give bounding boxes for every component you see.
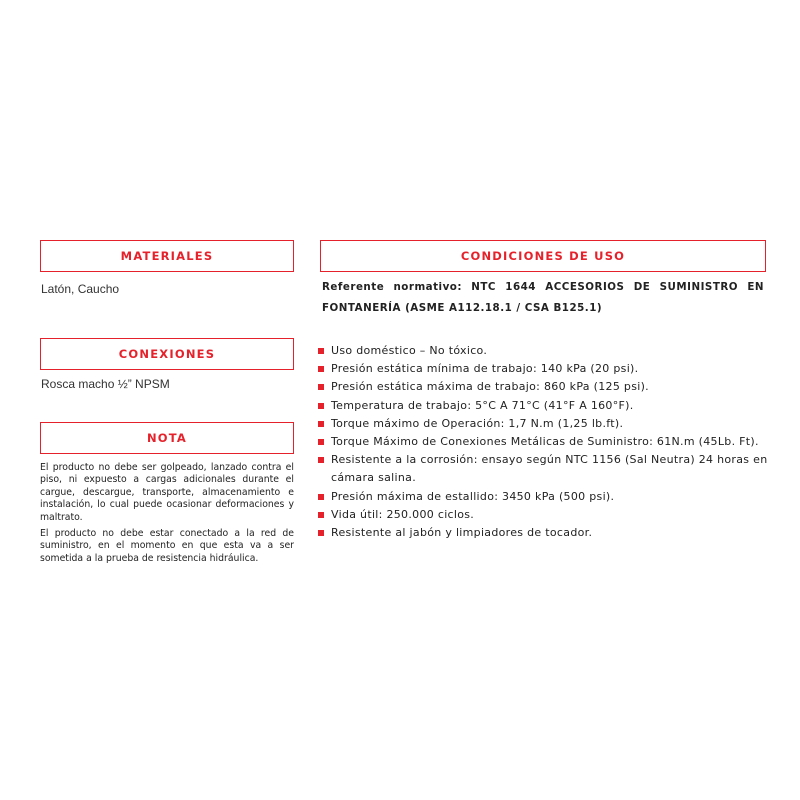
- referente-normativo: Referente normativo: NTC 1644 ACCESORIOS DE SUMINISTRO EN FONTANERÍA (ASME A112.18.1 / CSA B125.1): [322, 281, 764, 314]
- bullet-square-icon: [318, 439, 324, 445]
- bullet-square-icon: [318, 512, 324, 518]
- bullet-square-icon: [318, 494, 324, 500]
- bullet-square-icon: [318, 348, 324, 354]
- bullet-square-icon: [318, 403, 324, 409]
- list-item: Torque máximo de Operación: 1,7 N.m (1,25 lb.ft).: [318, 415, 768, 433]
- materiales-header: [40, 240, 294, 272]
- condiciones-header: [320, 240, 766, 272]
- bullet-square-icon: [318, 457, 324, 463]
- nota-paragraph-1: El producto no debe ser golpeado, lanzado contra el piso, ni expuesto a cargas adicionales durante el cargue, descargue, transporte, almacenamiento e instalación, lo cual puede ocasionar deformaciones y maltrato.: [40, 462, 294, 523]
- bullet-square-icon: [318, 366, 324, 372]
- list-item: Uso doméstico – No tóxico.: [318, 342, 768, 360]
- bullet-square-icon: [318, 384, 324, 390]
- materiales-title: MATERIALES: [120, 249, 214, 263]
- materiales-value: Latón, Caucho: [41, 282, 120, 296]
- list-item: Temperatura de trabajo: 5°C A 71°C (41°F A 160°F).: [318, 397, 768, 415]
- list-item: Resistente al jabón y limpiadores de tocador.: [318, 524, 768, 542]
- nota-header: [40, 422, 294, 454]
- condiciones-title: CONDICIONES DE USO: [460, 249, 626, 263]
- list-item: Vida útil: 250.000 ciclos.: [318, 506, 768, 524]
- bullet-square-icon: [318, 530, 324, 536]
- list-item: Torque Máximo de Conexiones Metálicas de Suministro: 61N.m (45Lb. Ft).: [318, 433, 768, 451]
- list-item: Presión estática mínima de trabajo: 140 kPa (20 psi).: [318, 360, 768, 378]
- conexiones-value: Rosca macho ½” NPSM: [41, 377, 170, 391]
- list-item: Resistente a la corrosión: ensayo según NTC 1156 (Sal Neutra) 24 horas en cámara salina.: [318, 451, 768, 487]
- bullet-square-icon: [318, 421, 324, 427]
- conexiones-header: [40, 338, 294, 370]
- conexiones-title: CONEXIONES: [118, 347, 216, 361]
- condiciones-list: [318, 342, 768, 542]
- list-item: Presión estática máxima de trabajo: 860 kPa (125 psi).: [318, 378, 768, 396]
- nota-paragraph-2: El producto no debe estar conectado a la red de suministro, en el momento en que esta va a ser sometida a la prueba de resistencia hidráulica.: [40, 528, 294, 564]
- nota-title: NOTA: [146, 431, 188, 445]
- list-item: Presión máxima de estallido: 3450 kPa (500 psi).: [318, 488, 768, 506]
